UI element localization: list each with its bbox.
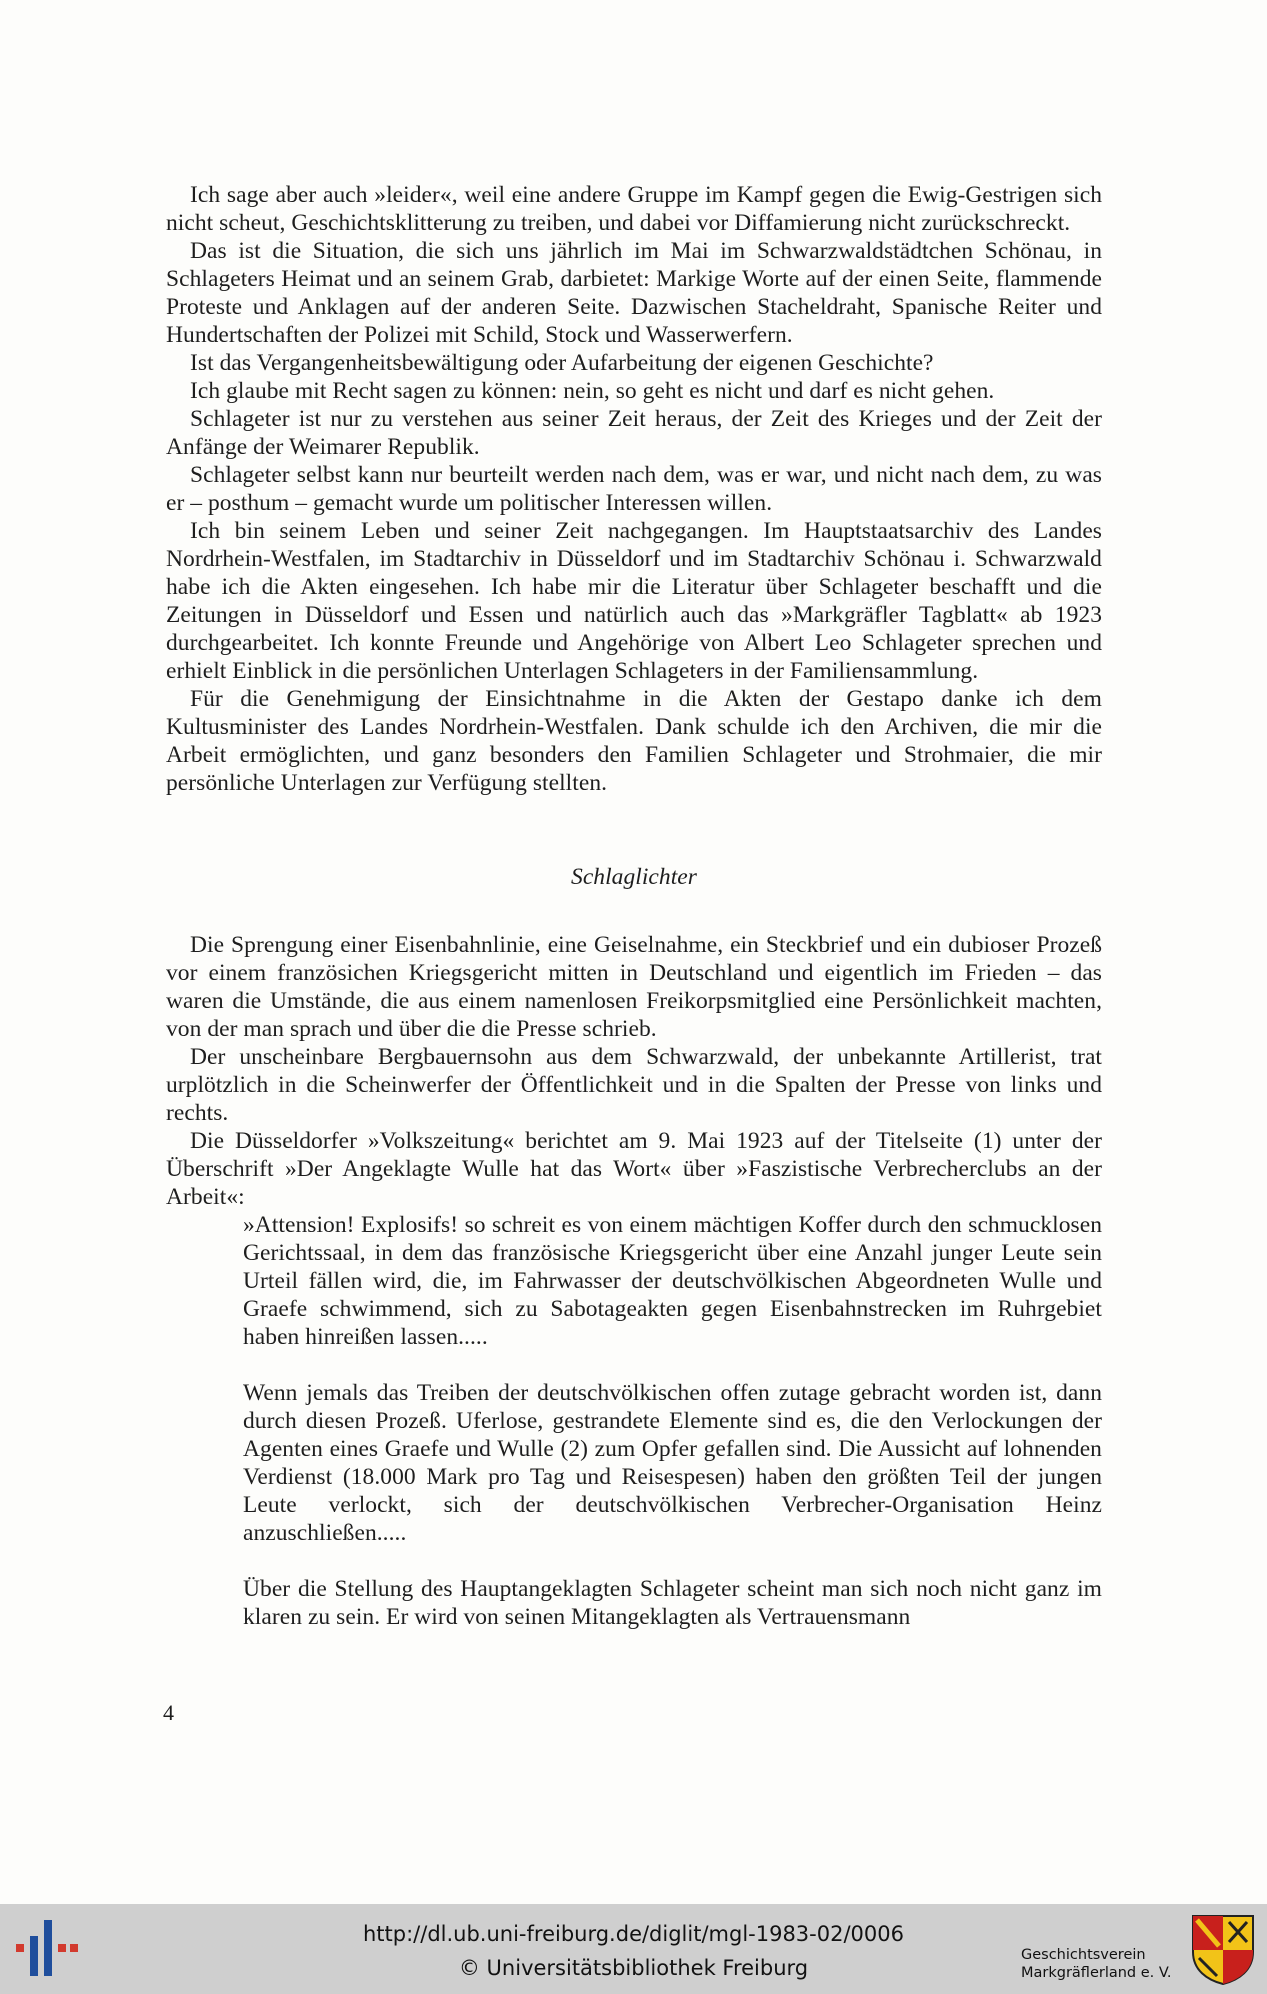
body-text: [166, 181, 1102, 1631]
society-name: [1021, 1946, 1181, 1982]
paragraph: Der unscheinbare Bergbauernsohn aus dem Schwarzwald, der unbekannte Artillerist, trat urplötzlich in die Scheinwerfer der Öffentlichkeit und in die Spalten der Presse von links und rechts.: [166, 1044, 1102, 1126]
paragraph: Ich bin seinem Leben und seiner Zeit nachgegangen. Im Hauptstaatsarchiv des Landes Nordrhein-Westfalen, im Stadtarchiv in Düsseldorf und im Stadtarchiv Schönau i. Schwarzwald habe ich die Akten eingesehen. Ich habe mir die Literatur über Schlageter beschafft und die Zeitungen in Düsseldorf und Essen und natürlich auch das »Markgräfler Tagblatt« ab 1923 durchgearbeitet. Ich konnte Freunde und Angehörige von Albert Leo Schlageter sprechen und erhielt Einblick in die persönlichen Unterlagen Schlageters in der Familiensammlung.: [166, 518, 1102, 684]
quote-paragraph: Wenn jemals das Treiben der deutschvölkischen offen zutage gebracht worden ist, dann durch diesen Prozeß. Uferlose, gestrandete Elemente sind es, die den Verlockungen der Agenten eines Graefe und Wulle (2) zum Opfer gefallen sind. Die Aussicht auf lohnenden Verdienst (18.000 Mark pro Tag und Reisespesen) haben den größten Teil der jungen Leute verlockt, sich der deutschvölkischen Verbrecher-Organisation Heinz anzuschließen.....: [243, 1380, 1102, 1546]
quote-paragraph: »Attension! Explosifs! so schreit es von einem mächtigen Koffer durch den schmucklosen Gerichtssaal, in dem das französische Kriegsgericht über eine Anzahl junger Leute sein Urteil fällen wird, die, im Fahrwasser der deutschvölkischen Abgeordneten Wulle und Graefe schwimmend, sich zu Sabotageakten gegen Eisenbahnstrecken im Ruhrgebiet haben hinreißen lassen.....: [243, 1212, 1102, 1350]
paragraph: Ich glaube mit Recht sagen zu können: nein, so geht es nicht und darf es nicht gehen.: [190, 378, 995, 404]
block-quote: [243, 1211, 1102, 1631]
paragraph: Die Düsseldorfer »Volkszeitung« berichtet am 9. Mai 1923 auf der Titelseite (1) unter der Überschrift »Der Angeklagte Wulle hat das Wort« über »Faszistische Verbrecherclubs an der Arbeit«:: [166, 1128, 1102, 1210]
quote-paragraph: Über die Stellung des Hauptangeklagten Schlageter scheint man sich noch nicht ganz im klaren zu sein. Er wird von seinen Mitangeklagten als Vertrauensmann: [243, 1576, 1102, 1630]
permalink-url[interactable]: http://dl.ub.uni-freiburg.de/diglit/mgl-1983-02/0006: [362, 1922, 904, 1946]
page-number: 4: [163, 1700, 174, 1725]
paragraph: Das ist die Situation, die sich uns jährlich im Mai im Schwarzwaldstädtchen Schönau, in Schlageters Heimat und an seinem Grab, darbietet: Markige Worte auf der einen Seite, flammende Proteste und Anklagen auf der anderen Seite. Dazwischen Stacheldraht, Spanische Reiter und Hundertschaften der Polizei mit Schild, Stock und Wasserwerfern.: [166, 238, 1102, 348]
paragraph: Die Sprengung einer Eisenbahnlinie, eine Geiselnahme, ein Steckbrief und ein dubioser Prozeß vor einem französichen Kriegsgericht mitten in Deutschland und eigentlich im Frieden – das waren die Umstände, die aus einem namenlosen Freikorpsmitglied eine Persönlichkeit machten, von der man sprach und über die die Presse schrieb.: [166, 932, 1102, 1042]
paragraph: Ist das Vergangenheitsbewältigung oder Aufarbeitung der eigenen Geschichte?: [190, 350, 934, 376]
paragraph: Für die Genehmigung der Einsichtnahme in die Akten der Gestapo danke ich dem Kultusminister des Landes Nordrhein-Westfalen. Dank schulde ich den Archiven, die mir die Arbeit ermöglichten, und ganz besonders den Familien Schlageter und Strohmaier, die mir persönliche Unterlagen zur Verfügung stellten.: [166, 686, 1102, 796]
society-name-line: Markgräflerland e. V.: [1021, 1965, 1172, 1981]
paragraph: Ich sage aber auch »leider«, weil eine andere Gruppe im Kampf gegen die Ewig-Gestrigen sich nicht scheut, Geschichtsklitterung zu treiben, und dabei vor Diffamierung nicht zurückschreckt.: [166, 182, 1102, 236]
paragraph: Schlageter selbst kann nur beurteilt werden nach dem, was er war, und nicht nach dem, zu was er – posthum – gemacht wurde um politischer Interessen willen.: [166, 462, 1102, 516]
copyright-notice: © Universitätsbibliothek Freiburg: [458, 1956, 809, 1980]
coat-of-arms-icon[interactable]: [1189, 1912, 1257, 1986]
viewer-footer: [0, 1904, 1267, 1994]
paragraph: Schlageter ist nur zu verstehen aus seiner Zeit heraus, der Zeit des Krieges und der Zeit der Anfänge der Weimarer Republik.: [166, 406, 1102, 460]
section-heading: Schlaglichter: [571, 864, 697, 890]
society-name-line: Geschichtsverein: [1021, 1947, 1146, 1963]
